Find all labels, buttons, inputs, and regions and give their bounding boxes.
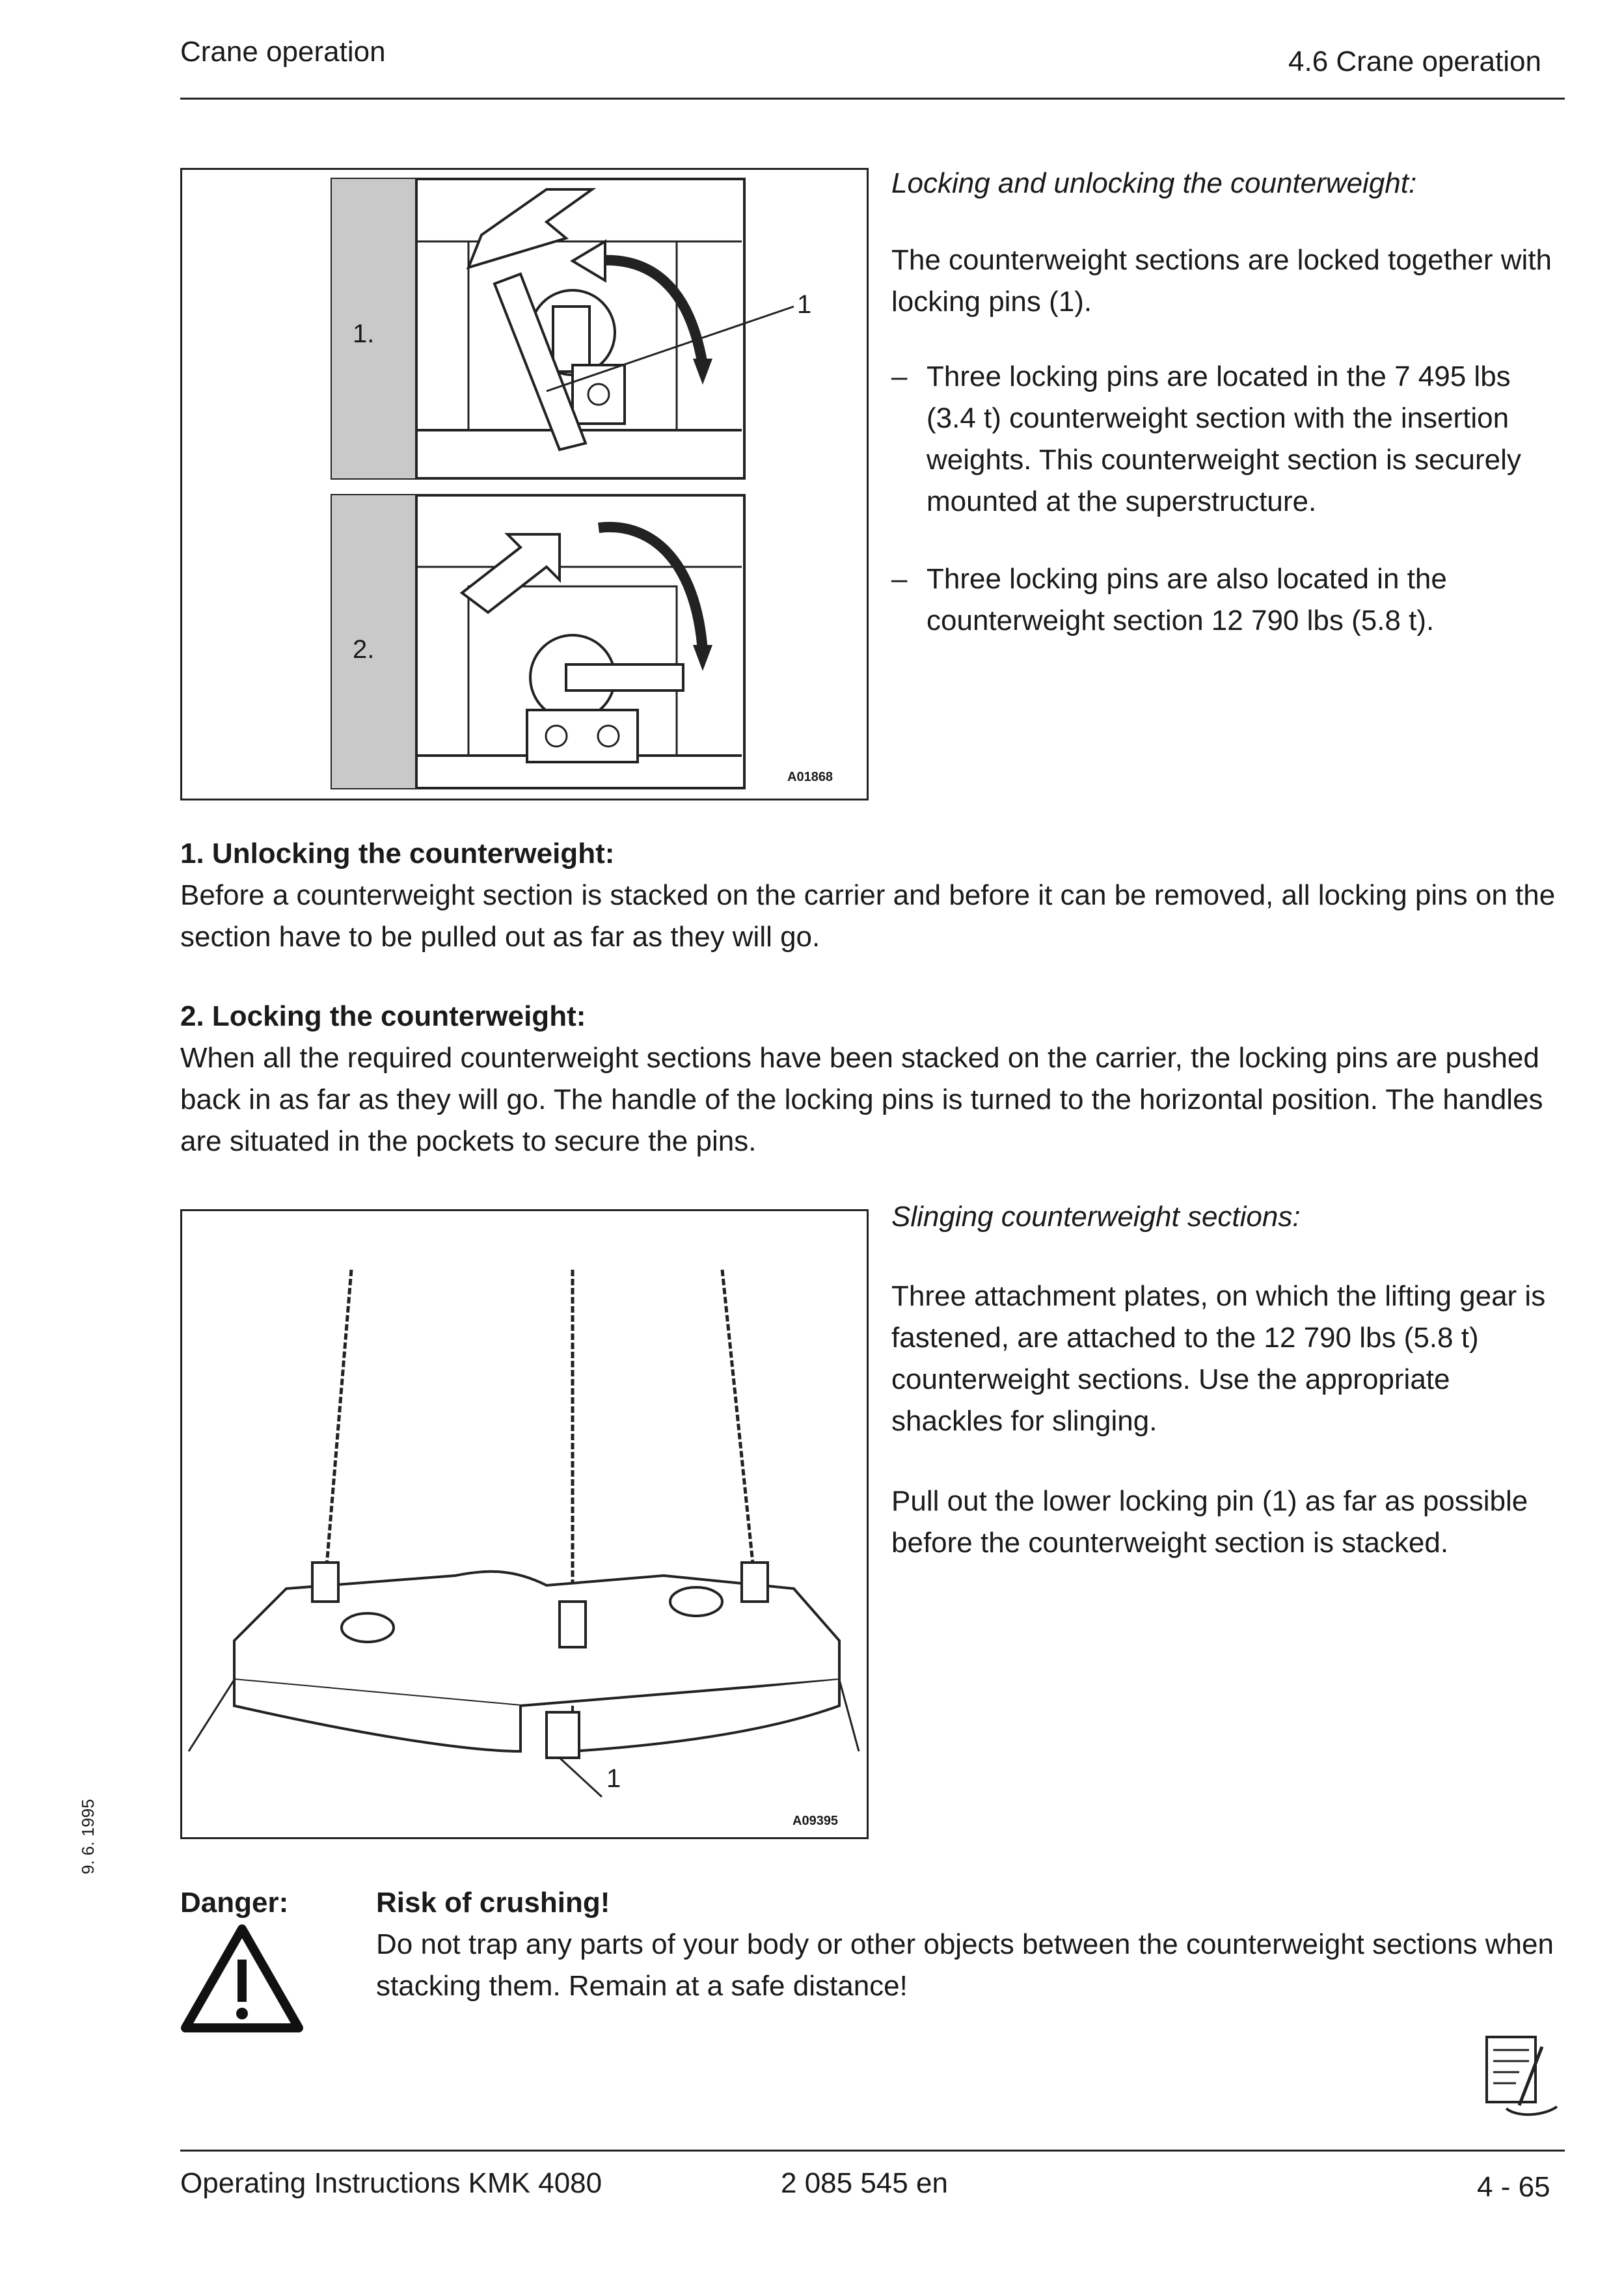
bullet-item <box>891 356 1549 525</box>
header-rule <box>180 98 1565 100</box>
bullet-item <box>891 558 1549 643</box>
bullet-dash: – <box>891 361 908 392</box>
section2-para1: Three attachment plates, on which the lifting gear is fastened, are attached to the 12 790 lbs (5.8 t) counterweight sections. Use the appropriate shackles for slinging. <box>891 1280 1546 1437</box>
locking-pin-diagram <box>182 170 867 799</box>
header-right: 4.6 Crane operation <box>1288 46 1541 77</box>
footer-left: Operating Instructions KMK 4080 <box>180 2167 602 2199</box>
page-number: 4 - 65 <box>1477 2171 1550 2203</box>
unlocking-heading: 1. Unlocking the counterweight: <box>180 838 615 869</box>
header-left: Crane operation <box>180 36 386 68</box>
unlocking-text: Before a counterweight section is stacked on the carrier and before it can be removed, all locking pins on the section have to be pulled out as far as they will go. <box>180 879 1556 953</box>
step-2-label: 2. <box>353 635 375 664</box>
slinging-diagram <box>182 1211 867 1837</box>
warning-triangle-icon <box>180 1924 304 2034</box>
locking-heading: 2. Locking the counterweight: <box>180 1000 586 1032</box>
side-date: 9. 6. 1995 <box>78 1799 98 1874</box>
figure-code: A09395 <box>792 1814 839 1828</box>
footer-rule <box>180 2150 1565 2152</box>
bullet-text: Three locking pins are also located in the counterweight section 12 790 lbs (5.8 t). <box>927 563 1447 636</box>
figure-code: A01868 <box>787 770 833 784</box>
danger-title: Risk of crushing! <box>376 1887 610 1919</box>
section1-heading: Locking and unlocking the counterweight: <box>891 167 1417 199</box>
figure-locking-pins <box>180 168 869 800</box>
bullet-dash: – <box>891 563 908 595</box>
figure-slinging <box>180 1209 869 1839</box>
section1-intro: The counterweight sections are locked together with locking pins (1). <box>891 244 1552 318</box>
notes-icon <box>1480 2034 1562 2125</box>
danger-text: Do not trap any parts of your body or other objects between the counterweight sections when stacking them. Remain at a safe distance! <box>376 1928 1554 2002</box>
bullet-text: Three locking pins are located in the 7 495 lbs (3.4 t) counterweight section with the insertion weights. This counterweight section is securely mounted at the superstructure. <box>927 361 1521 517</box>
section2-para2: Pull out the lower locking pin (1) as far as possible before the counterweight section is stacked. <box>891 1485 1528 1559</box>
callout-1: 1 <box>606 1764 621 1793</box>
footer-center: 2 085 545 en <box>781 2167 948 2199</box>
section2-heading: Slinging counterweight sections: <box>891 1201 1301 1233</box>
locking-text: When all the required counterweight sections have been stacked on the carrier, the locking pins are pushed back in as far as they will go. The handle of the locking pins is turned to the horizontal position. The handles are situated in the pockets to secure the pins. <box>180 1042 1543 1157</box>
danger-label: Danger: <box>180 1887 289 1919</box>
step-1-label: 1. <box>353 320 375 348</box>
callout-1: 1 <box>797 290 812 319</box>
